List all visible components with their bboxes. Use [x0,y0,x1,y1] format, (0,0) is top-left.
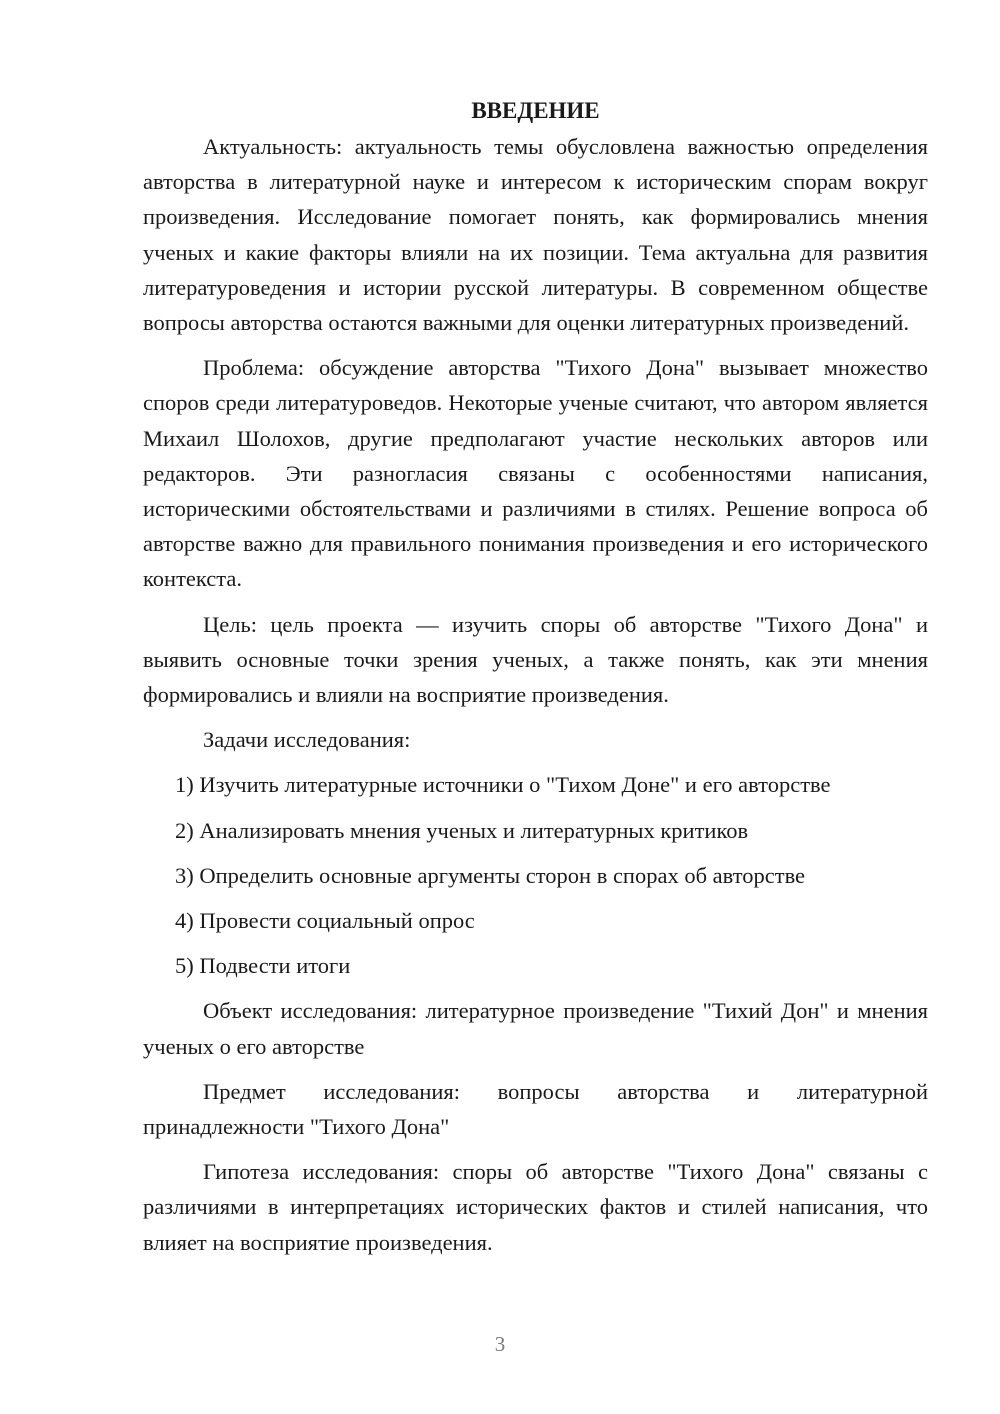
task-item-4: 4) Провести социальный опрос [175,908,475,934]
relevance-paragraph: Актуальность: актуальность темы обусловлена важностью определения авторства в литературной науке и интересом к историческим спорам вокруг произведения. Исследование помогает понять, как формировались мнения ученых и какие факторы влияли на их позиции. Тема актуальна для развития литературоведения и истории русской литературы. В современном обществе вопросы авторства остаются важными для оценки литературных произведений. [143,134,928,336]
task-item-1: 1) Изучить литературные источники о "Тихом Доне" и его авторстве [175,772,831,798]
hypothesis-paragraph: Гипотеза исследования: споры об авторстве "Тихого Дона" связаны с различиями в интерпретациях исторических фактов и стилей написания, что влияет на восприятие произведения. [143,1159,928,1255]
task-item-3: 3) Определить основные аргументы сторон в спорах об авторстве [175,862,806,888]
page-number: 3 [494,1332,506,1356]
object-paragraph: Объект исследования: литературное произведение "Тихий Дон" и мнения ученых о его авторстве [143,998,928,1059]
problem-paragraph: Проблема: обсуждение авторства "Тихого Дона" вызывает множество споров среди литературоведов. Некоторые ученые считают, что автором является Михаил Шолохов, другие предполагают участие нескольких авторов или редакторов. Эти разногласия связаны с особенностями написания, историческими обстоятельствами и различиями в стилях. Решение вопроса об авторстве важно для правильного понимания произведения и его исторического контекста. [143,355,928,592]
subject-paragraph: Предмет исследования: вопросы авторства и литературной принадлежности "Тихого Дона" [143,1078,928,1140]
task-item-5: 5) Подвести итоги [175,953,351,979]
document-page [143,94,928,1270]
tasks-list [143,767,928,983]
goal-paragraph: Цель: цель проекта — изучить споры об авторстве "Тихого Дона" и выявить основные точки зрения ученых, а также понять, как эти мнения формировались и влияли на восприятие произведения. [143,611,928,708]
tasks-title: Задачи исследования: [203,727,411,753]
section-heading: ВВЕДЕНИЕ [471,98,600,123]
task-item-2: 2) Анализировать мнения ученых и литературных критиков [175,817,749,843]
